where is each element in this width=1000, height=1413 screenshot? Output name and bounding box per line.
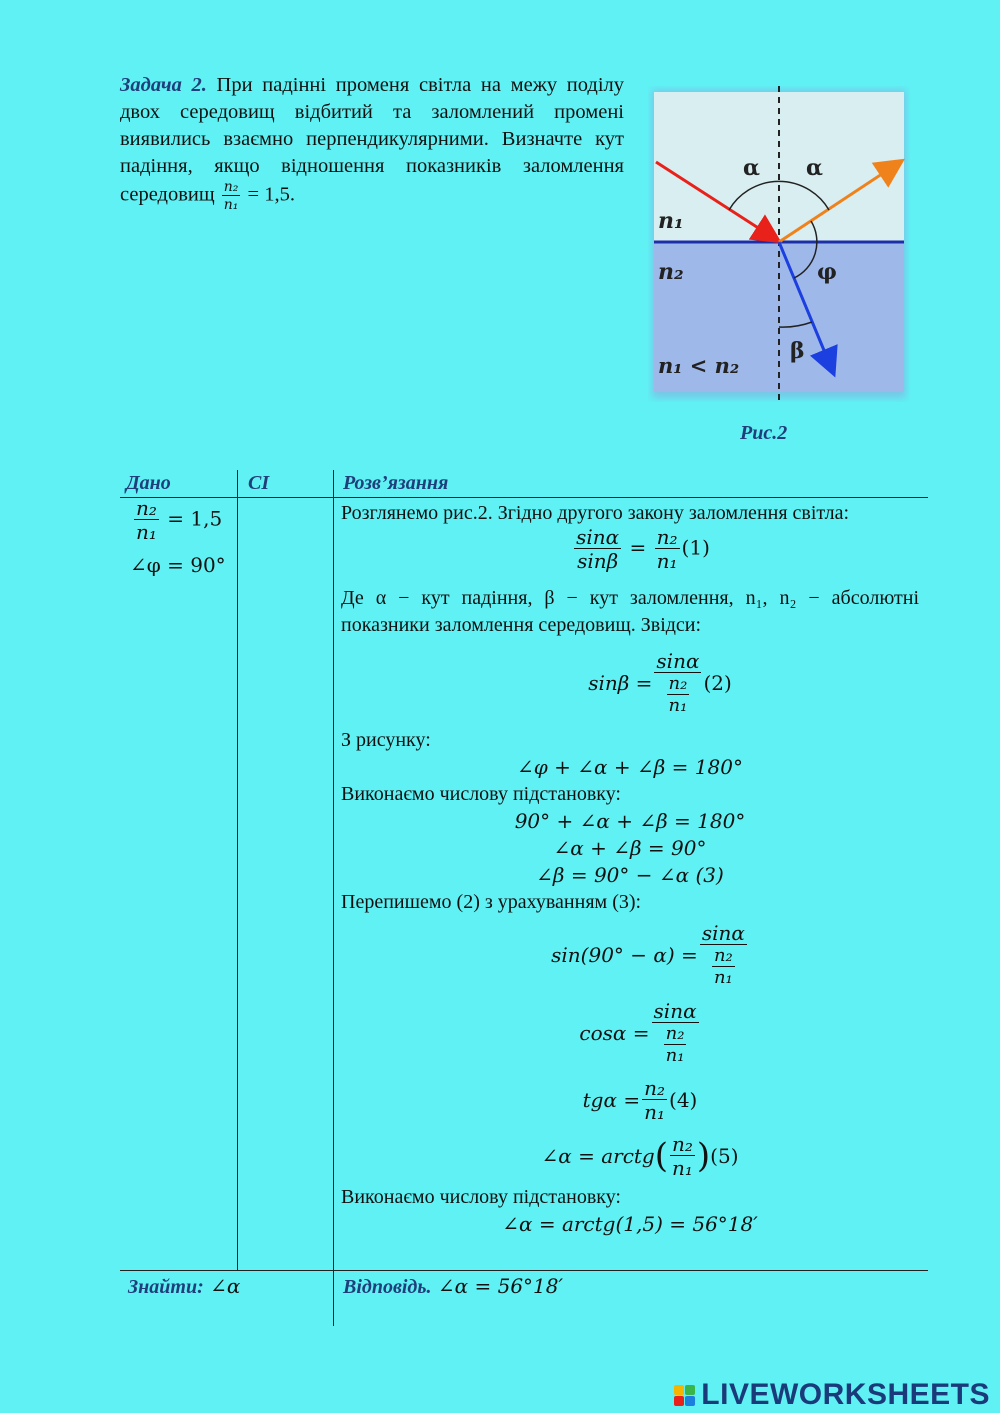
table-header-rule	[120, 497, 928, 498]
solution-header: Розв’язання	[343, 472, 449, 494]
beta-label: β	[790, 338, 805, 364]
equation-result: ∠α = arctg(1,5) = 56°18′	[502, 1212, 758, 1236]
equation-5: ∠α = arctg ( $\frac{\text{n₂}}{\text{n₁}}$ ) (5)	[541, 1132, 739, 1180]
si-header: СІ	[248, 472, 270, 494]
ratio-fraction: $\frac{\text{n₂}}{\text{n₁}}$	[223, 179, 239, 213]
given-fraction: $\frac{\text{n₂}}{\text{n₁}}$	[136, 496, 157, 544]
solution-substitution-1: Виконаємо числову підстановку:	[341, 783, 621, 805]
equation-angles-sum: ∠φ + ∠α + ∠β = 180°	[517, 755, 743, 779]
given-angle: ∠φ = 90°	[130, 553, 226, 577]
answer-label: Відповідь.	[343, 1276, 432, 1298]
figure-caption: Рис.2	[740, 422, 788, 444]
problem-statement	[120, 72, 624, 212]
answer-value: ∠α = 56°18′	[431, 1274, 564, 1298]
equation-1: $\frac{\sin\alpha}{\sin\beta}$ = $\frac{\text{n₂}}{\text{n₁}}$ (1)	[576, 525, 710, 573]
table-find-rule	[120, 1270, 928, 1271]
logo-text: LIVEWORKSHEETS	[701, 1378, 990, 1411]
logo-icon	[674, 1385, 695, 1406]
problem-label: Задача 2.	[120, 74, 207, 96]
phi-label: φ	[817, 259, 837, 285]
n2-label: n₂	[658, 259, 684, 285]
equation-substituted: 90° + ∠α + ∠β = 180°	[514, 809, 746, 833]
solution-intro: Розглянемо рис.2. Згідно другого закону заломлення світла:	[341, 502, 850, 524]
alpha-left-label: α	[743, 155, 760, 181]
equation-4: tgα = $\frac{\text{n₂}}{\text{n₁}}$ (4)	[582, 1076, 698, 1124]
solution-column	[341, 500, 919, 1238]
answer-row	[343, 1273, 563, 1301]
equation-2: sinβ = $\frac{\sin\alpha}{\frac{\text{n₂}}{\text{n₁}}}$ (2)	[588, 649, 732, 716]
alpha-right-label: α	[806, 155, 823, 181]
si-solution-divider	[333, 470, 334, 1326]
solution-definitions: Де α − кут падіння, β − кут заломлення, n₁, n₂ − абсолютні показники заломлення середовищ. Звідси:	[341, 587, 919, 636]
find-row	[128, 1273, 240, 1301]
find-value: ∠α	[203, 1274, 241, 1298]
find-label: Знайти:	[128, 1276, 204, 1298]
equation-cos: cosα = $\frac{\sin\alpha}{\frac{\text{n₂}}{\text{n₁}}}$	[579, 999, 697, 1066]
problem-ratio-value: = 1,5.	[242, 183, 295, 206]
given-si-divider	[237, 470, 238, 1270]
refraction-figure	[648, 86, 910, 402]
equation-sin-90: sin(90° − α) = $\frac{\sin\alpha}{\frac{\text{n₂}}{\text{n₁}}}$	[551, 921, 745, 988]
solution-substitution-2: Виконаємо числову підстановку:	[341, 1186, 621, 1208]
given-ratio: $\frac{\text{n₂}}{\text{n₁}}$ = 1,5	[136, 496, 223, 544]
relation-label: n₁ < n₂	[658, 353, 740, 378]
equation-alpha-beta: ∠α + ∠β = 90°	[553, 836, 707, 860]
given-header: Дано	[126, 472, 171, 494]
solution-from-figure: З рисунку:	[341, 729, 431, 751]
n1-label: n₁	[658, 208, 684, 234]
solution-rewrite: Перепишемо (2) з урахуванням (3):	[341, 891, 642, 913]
equation-3: ∠β = 90° − ∠α (3)	[536, 863, 724, 887]
liveworksheets-logo[interactable]	[674, 1378, 990, 1412]
refraction-diagram	[648, 86, 910, 402]
problem-text: При падінні променя світла на межу поділу двох середовищ відбитий та заломлений промені виявились взаємно перпендикулярними. Визначте кут падіння, якщо відношення показників заломлення середовищ	[120, 74, 625, 206]
